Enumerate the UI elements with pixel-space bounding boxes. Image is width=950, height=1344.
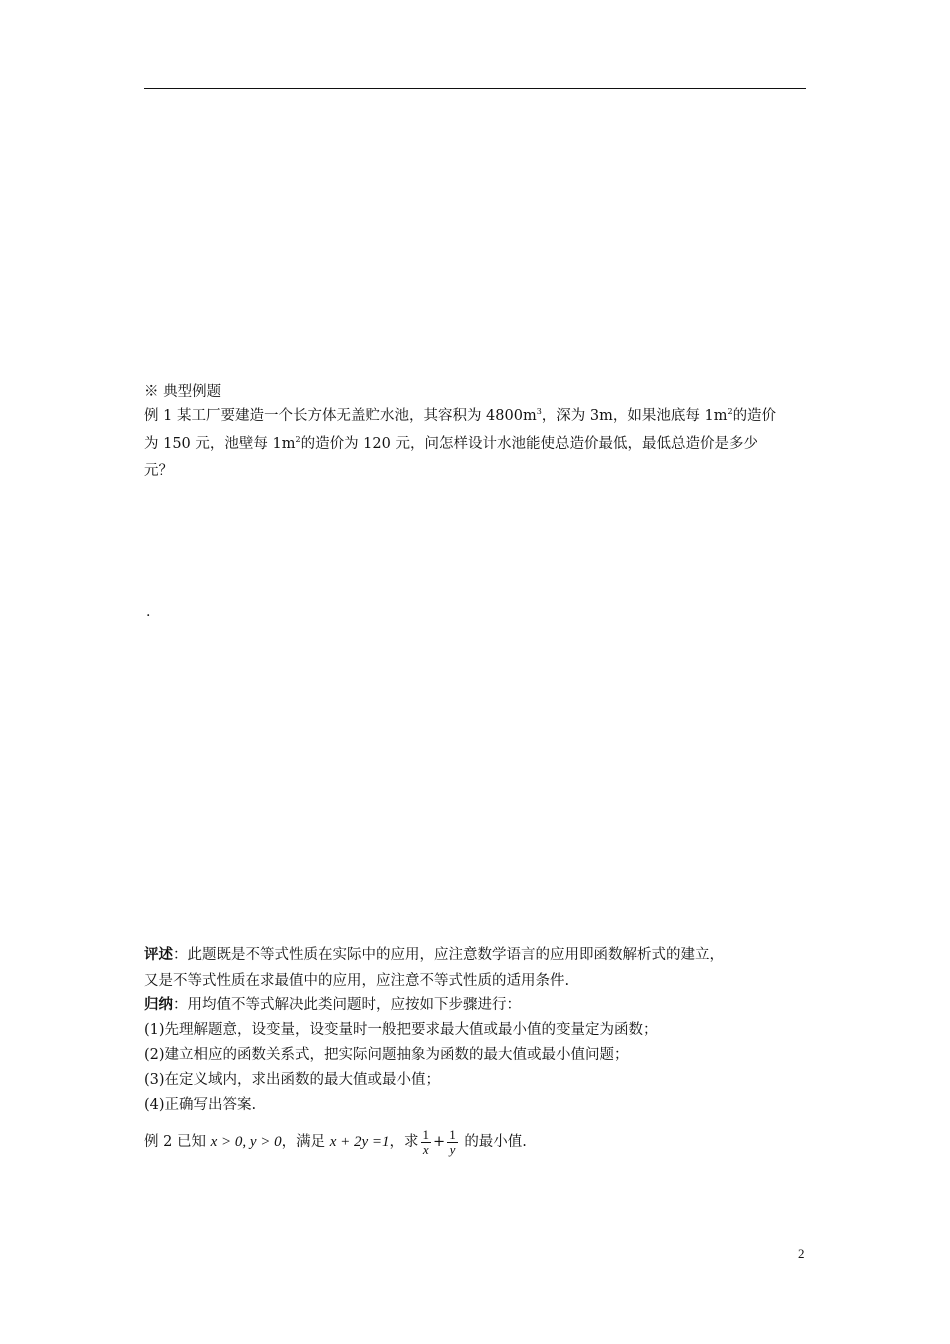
summary-label: 归纳 — [144, 996, 173, 1013]
condition-positive: x > 0, y > 0 — [210, 1134, 282, 1150]
fraction-one-over-x: $\frac{1}{x}$ — [422, 1126, 430, 1157]
fraction-one-over-y: $\frac{1}{y}$ — [449, 1126, 456, 1157]
header-rule — [144, 88, 806, 89]
review-label: 评述 — [144, 946, 173, 963]
condition-sum: x + 2y =1 — [329, 1134, 390, 1150]
summary-step-4: (4)正确写出答案. — [144, 1097, 257, 1113]
stray-mark: . — [146, 604, 151, 620]
summary-step-3: (3)在定义域内，求出函数的最大值或最小值； — [144, 1072, 441, 1088]
summary-intro: 归纳：用均值不等式解决此类问题时，应按如下步骤进行： — [144, 996, 521, 1013]
summary-step-2: (2)建立相应的函数关系式，把实际问题抽象为函数的最大值或最小值问题； — [144, 1047, 629, 1063]
section-title: ※ 典型例题 — [144, 384, 222, 400]
page-number: 2 — [798, 1246, 805, 1261]
example2: 例 2 已知 x > 0, y > 0，满足 x + 2y =1，求 $\frac{1}{x}$ + $\frac{1}{y}$ 的最小值. — [144, 1126, 527, 1157]
review-line2: 又是不等式性质在求最值中的应用，应注意不等式性质的适用条件. — [144, 973, 570, 989]
example1-line3: 元？ — [144, 463, 173, 479]
review-line1: 评述：此题既是不等式性质在实际中的应用，应注意数学语言的应用即函数解析式的建立， — [144, 946, 724, 963]
summary-step-1: (1)先理解题意，设变量，设变量时一般把要求最大值或最小值的变量定为函数； — [144, 1022, 658, 1038]
example1-line1: 例 1 某工厂要建造一个长方体无盖贮水池，其容积为 $4800m^3$，深为 3m，如果池底每 $1m^2$的造价 — [144, 407, 777, 424]
example1-line2: 为 150 元，池壁每 $1m^2$的造价为 120 元，问怎样设计水池能使总造价最低，最低总造价是多少 — [144, 435, 758, 452]
